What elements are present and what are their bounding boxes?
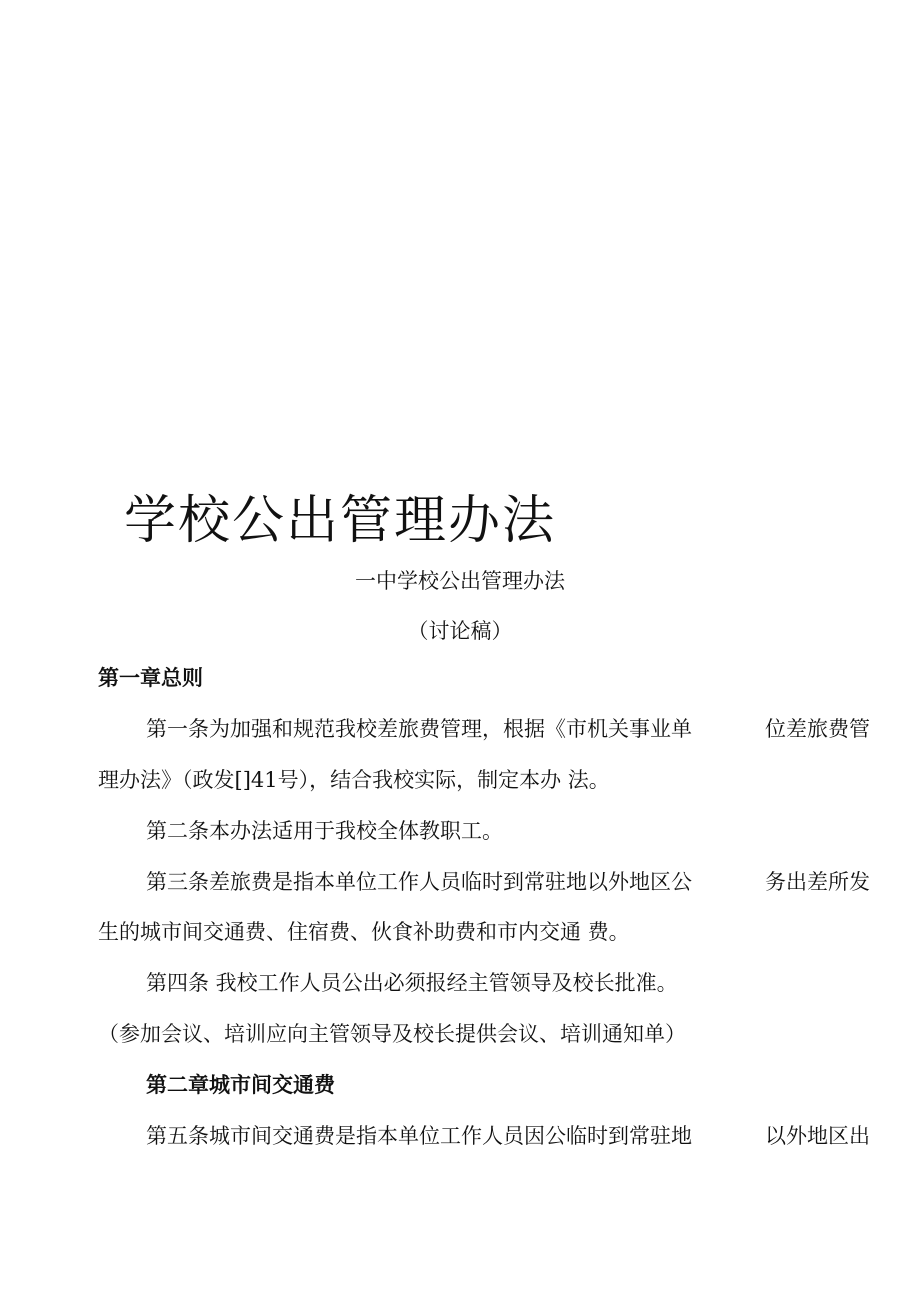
article-3-line-1a: 第三条差旅费是指本单位工作人员临时到常驻地以外地区公 <box>146 870 692 894</box>
article-4-note: （参加会议、培训应向主管领导及校长提供会议、培训通知单） <box>98 1022 686 1046</box>
article-5-line-1b: 以外地区出 <box>765 1124 870 1148</box>
article-2: 第二条本办法适用于我校全体教职工。 <box>146 819 503 843</box>
article-1-line-2: 理办法》（政发[]41号），结合我校实际，制定本办 法。 <box>98 768 610 792</box>
document-subtitle: 一中学校公出管理办法 <box>355 569 565 593</box>
article-3-line-1b: 务出差所发 <box>765 870 870 894</box>
article-5-line-1a: 第五条城市间交通费是指本单位工作人员因公临时到常驻地 <box>146 1124 692 1148</box>
article-4: 第四条 我校工作人员公出必须报经主管领导及校长批准。 <box>146 971 678 995</box>
chapter-heading-2: 第二章城市间交通费 <box>146 1073 335 1097</box>
article-1-line-1a: 第一条为加强和规范我校差旅费管理，根据《市机关事业单 <box>146 717 692 741</box>
article-1-line-1b: 位差旅费管 <box>765 717 870 741</box>
chapter-heading-1: 第一章总则 <box>98 666 203 690</box>
document-title: 学校公出管理办法 <box>124 491 557 551</box>
draft-note: （讨论稿） <box>407 619 513 643</box>
article-3-line-2: 生的城市间交通费、住宿费、伙食补助费和市内交通 费。 <box>98 920 630 944</box>
